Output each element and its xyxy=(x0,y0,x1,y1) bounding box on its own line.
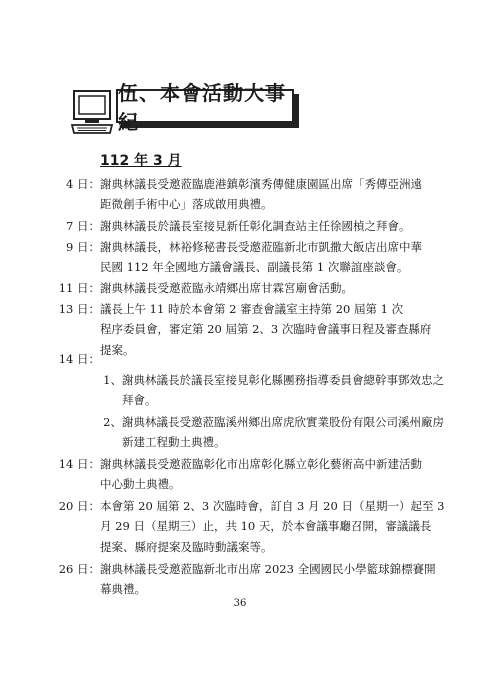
section-title: 伍、本會活動大事紀 xyxy=(118,81,286,134)
event-date-label: 1、 xyxy=(103,373,122,387)
event-text-line: 謝典林議長受邀蒞臨永靖鄉出席甘霖宮廟會活動。 xyxy=(100,281,353,295)
event-text-line: 謝典林議長於議長室接見彰化縣團務指導委員會總幹事鄧效忠之 xyxy=(122,373,444,387)
event-date-label: 26 日： xyxy=(58,562,100,576)
event-date-label: 11 日： xyxy=(58,281,100,295)
event-date-label: 20 日： xyxy=(58,499,100,513)
event-text-line: 謝典林議長，林裕修秘書長受邀蒞臨新北市凱撒大飯店出席中華 xyxy=(100,240,422,254)
event-text-line: 議長上午 11 時於本會第 2 審查會議室主持第 20 屆第 1 次 xyxy=(100,302,404,316)
title-box xyxy=(116,81,294,134)
event-text-line: 中心動土典禮。 xyxy=(100,477,181,492)
event-text-line: 提案。 xyxy=(100,342,135,357)
event-date-label: 7 日： xyxy=(66,219,100,233)
event-date-label: 2、 xyxy=(103,415,122,429)
event-date-label: 4 日： xyxy=(66,177,100,191)
event-date-label: 14 日： xyxy=(58,457,100,471)
event-date-label: 14 日： xyxy=(58,352,100,366)
event-text-line: 謝典林議長受邀蒞臨溪州鄉出席虎欣實業股份有限公司溪州廠房 xyxy=(122,415,444,429)
event-text-line: 月 29 日（星期三）止，共 10 天，於本會議事廳召開，審議議長 xyxy=(100,519,432,534)
event-text-line: 程序委員會，審定第 20 屆第 2、3 次臨時會議事日程及審查縣府 xyxy=(100,322,432,337)
event-text-line: 民國 112 年全國地方議會議長、副議長第 1 次聯誼座談會。 xyxy=(100,260,409,275)
event-date-label: 9 日： xyxy=(66,240,100,254)
page-number: 36 xyxy=(233,598,247,609)
event-text-line: 距微創手術中心」落成啟用典禮。 xyxy=(100,197,273,212)
event-text-line: 本會第 20 屆第 2、3 次臨時會，訂自 3 月 20 日（星期一）起至 3 xyxy=(100,499,445,513)
event-text-line: 新建工程動土典禮。 xyxy=(122,435,226,450)
month-heading: 112 年 3 月 xyxy=(100,153,182,169)
event-text-line: 幕典禮。 xyxy=(100,582,146,597)
computer-icon xyxy=(70,89,114,135)
event-text-line: 提案、縣府提案及臨時動議案等。 xyxy=(100,539,273,554)
event-date-label: 13 日： xyxy=(58,302,100,316)
event-text-line: 謝典林議長於議長室接見新任彰化調查站主任徐國楨之拜會。 xyxy=(100,219,411,233)
event-text-line: 謝典林議長受邀蒞臨鹿港鎮彰濱秀傳健康園區出席「秀傳亞洲遠 xyxy=(100,177,422,191)
event-text-line: 拜會。 xyxy=(122,393,157,408)
event-text-line: 謝典林議長受邀蒞臨新北市出席 2023 全國國民小學籃球錦標賽開 xyxy=(100,562,436,576)
event-text-line: 謝典林議長受邀蒞臨彰化市出席彰化縣立彰化藝術高中新建活動 xyxy=(100,457,422,471)
